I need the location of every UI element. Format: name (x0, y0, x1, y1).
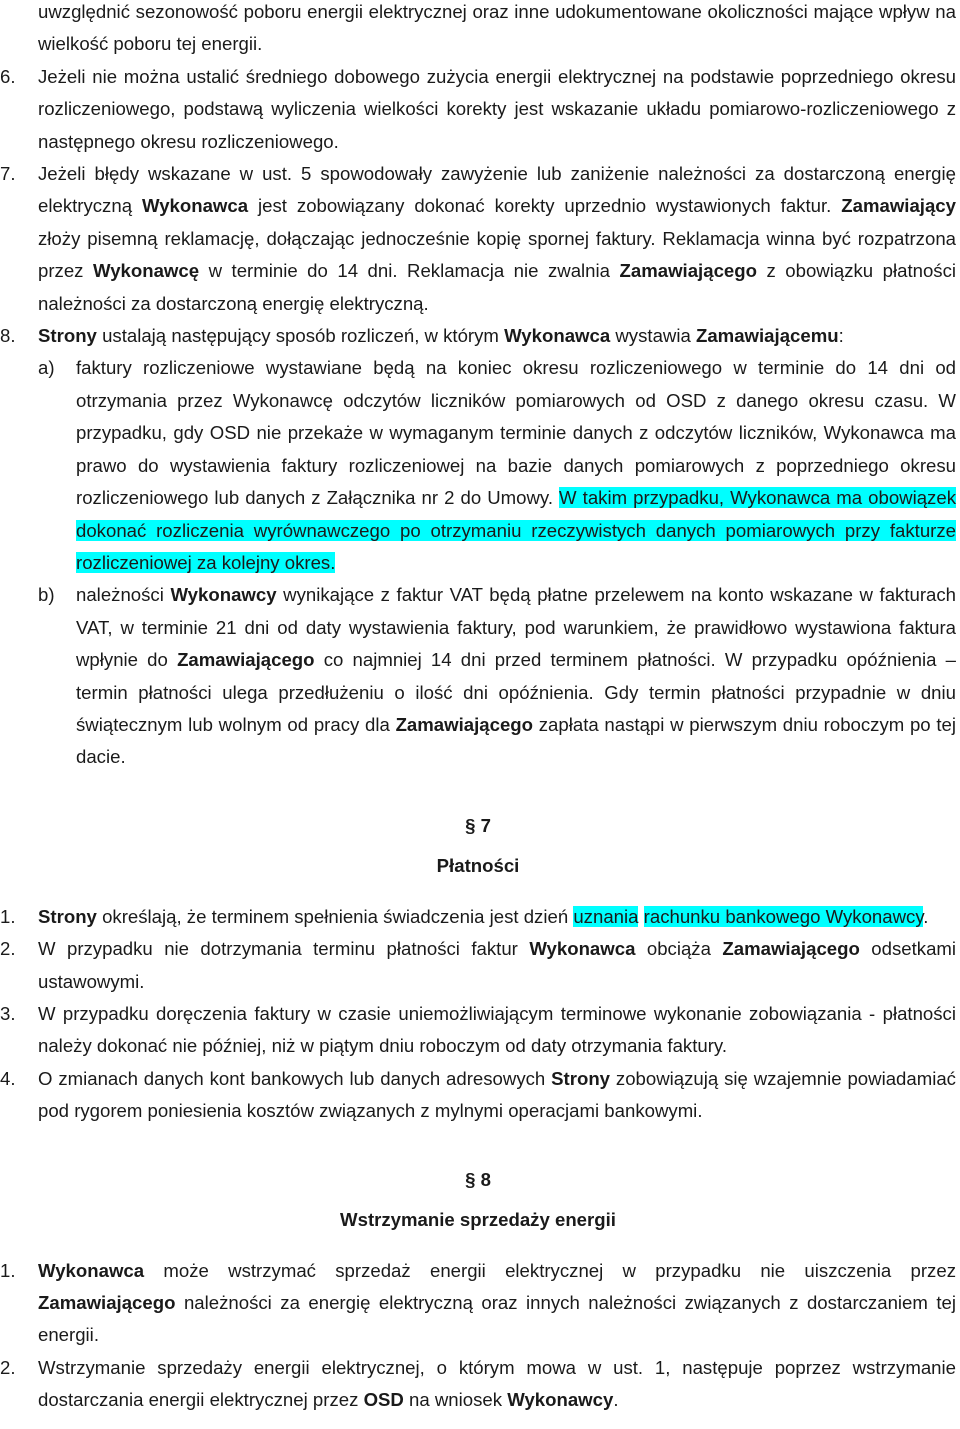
spacer (0, 1196, 956, 1204)
spacer (0, 842, 956, 850)
paragraph-text: jest zobowiązany dokonać korekty uprzednio wystawionych faktur. (258, 195, 832, 217)
paragraph-7-2 (0, 933, 956, 998)
paragraph-text: należności za energię elektryczną oraz innych należności związanych z dostarczaniem tej energii. (38, 1292, 956, 1346)
paragraph-text: ustalają następujący sposób rozliczeń, w którym (102, 325, 499, 347)
party-name: OSD (363, 1389, 404, 1411)
paragraph-text: w terminie do 14 dni. Reklamacja nie zwalnia (208, 260, 610, 282)
paragraph-text: na wniosek (409, 1389, 503, 1411)
paragraph-text: Jeżeli nie można ustalić średniego dobowego zużycia energii elektrycznej na podstawie poprzedniego okresu rozliczeniowego, podstawą wyliczenia wielkości korekty jest wskazanie układu pomiarowo-rozliczeniowego z następnego okresu rozliczeniowego. (38, 65, 956, 152)
paragraph-text: określają, że terminem spełnienia świadczenia jest dzień (102, 905, 569, 927)
party-name: Strony (38, 905, 97, 927)
paragraph-number: 7. (0, 163, 16, 185)
point-letter: b) (38, 584, 55, 606)
party-name: Zamawiającego (395, 713, 534, 735)
party-name: Zamawiającego (722, 938, 860, 960)
paragraph-5-tail (0, 0, 956, 61)
paragraph-text: O zmianach danych kont bankowych lub danych adresowych (38, 1067, 546, 1089)
paragraph-number: 3. (0, 1002, 16, 1024)
party-name: Strony (38, 325, 97, 347)
party-name: Zamawiającego (177, 649, 315, 671)
paragraph-number: 6. (0, 65, 16, 87)
paragraph-text: wystawia (615, 325, 691, 347)
paragraph-text: Wstrzymanie sprzedaży energii elektrycznej, o którym mowa w ust. 1, następuje poprzez wstrzymanie dostarczania energii elektrycznej przez (38, 1356, 956, 1411)
paragraph-number: 8. (0, 325, 16, 347)
paragraph-text: W przypadku doręczenia faktury w czasie uniemożliwiającym terminowe wykonanie zobowiązania - płatności należy dokonać nie później, niż w piątym dniu roboczym od daty otrzymania faktury. (38, 1002, 956, 1057)
paragraph-6 (0, 61, 956, 158)
section-title: Płatności (436, 854, 520, 876)
paragraph-text: zobowiązują się wzajemnie powiadamiać pod rygorem poniesienia kosztów związanych z mylnymi operacjami bankowymi. (38, 1067, 956, 1122)
spacer (0, 774, 956, 810)
highlighted-text: rachunku bankowego Wykonawcy (643, 905, 924, 927)
section-mark: § 7 (465, 814, 491, 836)
paragraph-text: wynikające z faktur VAT będą płatne przelewem na konto wskazane w fakturach VAT, w terminie 21 dni od daty wystawienia faktury, pod warunkiem, że prawidłowo wystawiona faktura wpłynie do (76, 584, 957, 671)
paragraph-text: odsetkami ustawowymi. (38, 938, 957, 992)
spacer (0, 882, 956, 901)
paragraph-text: co najmniej 14 dni przed terminem płatności. W przypadku opóźnienia – termin płatności ulega przedłużeniu o ilość dni opóźnienia. Gdy termin płatności przypadnie w dniu świątecznym lub wolnym od pracy dla (76, 649, 957, 735)
spacer (0, 1236, 956, 1255)
paragraph-7-4 (0, 1063, 956, 1128)
point-a (0, 352, 956, 579)
paragraph-8 (0, 320, 956, 352)
paragraph-text: . (613, 1389, 619, 1411)
paragraph-8-1 (0, 1255, 956, 1352)
paragraph-text: obciąża (646, 938, 711, 960)
spacer (0, 1128, 956, 1164)
party-name: Wykonawca (529, 938, 636, 960)
paragraph-text: złoży pisemną reklamację, dołączając jednocześnie kopię spornej faktury. Reklamacja winna być rozpatrzona przez (38, 227, 956, 282)
paragraph-number: 1. (0, 1259, 16, 1281)
party-name: Zamawiającego (619, 260, 757, 282)
paragraph-text: zapłata nastąpi w pierwszym dniu roboczym po tej dacie. (76, 713, 957, 768)
highlighted-text: uznania (573, 905, 639, 927)
party-name: Wykonawcy (170, 584, 277, 606)
paragraph-number: 4. (0, 1067, 16, 1089)
section-title: Wstrzymanie sprzedaży energii (340, 1208, 616, 1230)
point-b (0, 579, 956, 773)
paragraph-text: uwzględnić sezonowość poboru energii elektrycznej oraz inne udokumentowane okoliczności mające wpływ na wielkość poboru tej energii. (38, 1, 956, 55)
party-name: Wykonawca (38, 1259, 145, 1281)
party-name: Wykonawcę (92, 260, 200, 282)
paragraph-text: . (923, 905, 929, 927)
paragraph-7-1 (0, 901, 956, 933)
section-mark: § 8 (465, 1168, 491, 1190)
paragraph-text: może wstrzymać sprzedaż energii elektrycznej w przypadku nie uiszczenia przez (163, 1259, 956, 1281)
paragraph-text: : (838, 325, 844, 347)
paragraph-number: 2. (0, 1356, 16, 1378)
party-name: Zamawiającemu (695, 325, 839, 347)
party-name: Wykonawca (141, 195, 249, 217)
paragraph-7-3 (0, 998, 956, 1063)
party-name: Zamawiającego (38, 1292, 176, 1313)
paragraph-text: faktury rozliczeniowe wystawiane będą na koniec okresu rozliczeniowego w terminie do 14 dni od otrzymania przez Wykonawcę odczytów liczników pomiarowych od OSD z danego okresu czasu. W przypadku, gdy OSD nie przekaże w wymaganym terminie danych z odczytów liczników, Wykonawca ma prawo do wystawienia faktury rozliczeniowej na bazie danych pomiarowych z poprzedniego okresu rozliczeniowego lub danych z Załącznika nr 2 do Umowy. (76, 357, 956, 509)
party-name: Wykonawcy (507, 1389, 614, 1411)
paragraph-text: Jeżeli błędy wskazane w ust. 5 spowodowały zawyżenie lub zaniżenie należności za dostarczoną energię elektryczną (38, 163, 956, 217)
paragraph-7 (0, 158, 956, 320)
paragraph-text: z obowiązku płatności należności za dostarczoną energię elektryczną. (38, 260, 957, 314)
party-name: Strony (551, 1067, 611, 1089)
paragraph-number: 1. (0, 905, 16, 927)
paragraph-text: W przypadku nie dotrzymania terminu płatności faktur (38, 938, 518, 960)
point-letter: a) (38, 357, 55, 379)
paragraph-text: należności (76, 584, 164, 606)
paragraph-number: 2. (0, 938, 16, 960)
party-name: Wykonawca (504, 325, 611, 347)
highlighted-text: W takim przypadku, Wykonawca ma obowiązek dokonać rozliczenia wyrównawczego po otrzymaniu rzeczywistych danych pomiarowych przy fakturze rozliczeniowej za kolejny okres. (76, 487, 956, 573)
party-name: Zamawiający (841, 195, 956, 217)
paragraph-8-2 (0, 1352, 956, 1417)
